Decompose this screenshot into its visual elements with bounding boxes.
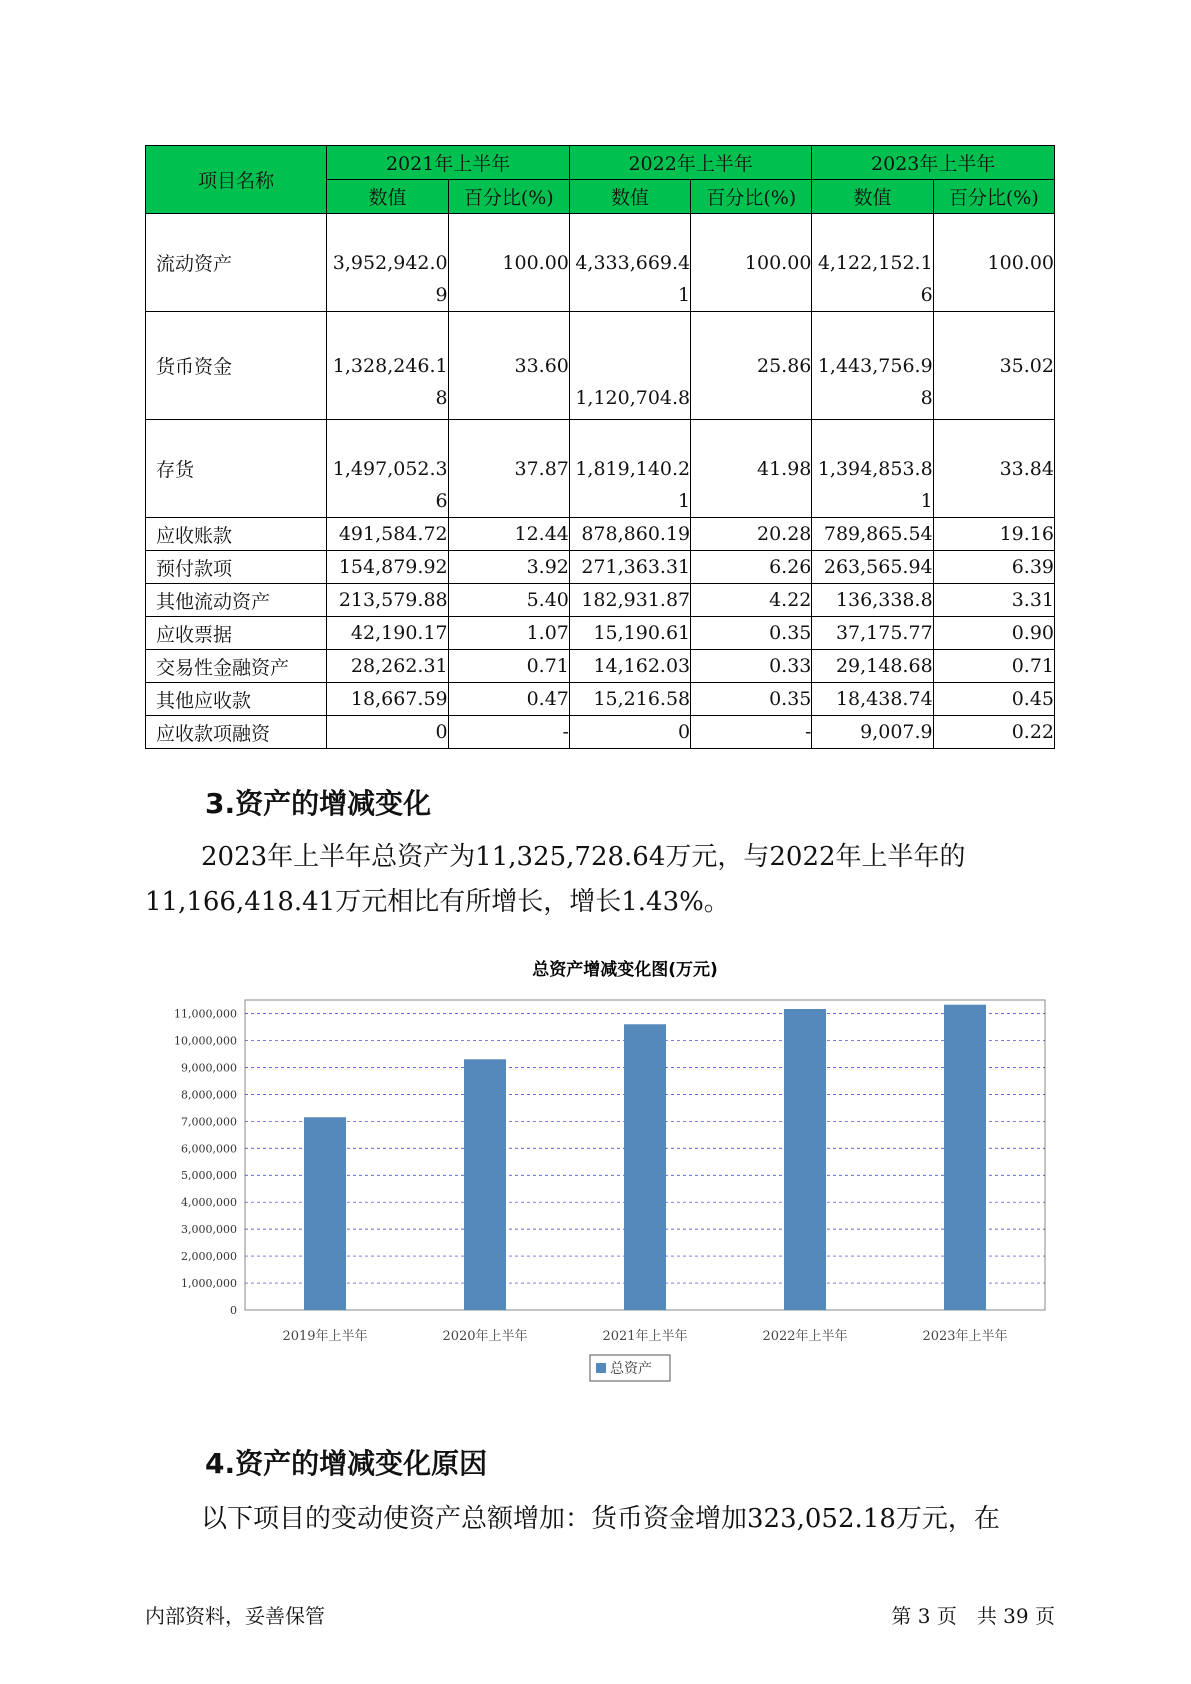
total-assets-chart [145, 950, 1055, 1410]
section-heading: 3.资产的增减变化 [205, 787, 432, 820]
table-row [146, 551, 1055, 584]
cell-value: 0 [569, 716, 690, 749]
cell-value: 4,122,152.16 [817, 251, 933, 306]
cell-value: 9,007.9 [812, 716, 933, 749]
cell-percent: 0.22 [933, 716, 1054, 749]
bar [304, 1117, 346, 1310]
chart-canvas [145, 950, 1055, 1410]
cell-value: 15,216.58 [569, 683, 690, 716]
cell-percent: 3.92 [448, 551, 569, 584]
row-label: 货币资金 [146, 312, 327, 420]
asset-table [145, 145, 1055, 749]
section-heading: 4.资产的增减变化原因 [205, 1447, 488, 1480]
header-period-2023: 2023年上半年 [812, 146, 1055, 180]
cell-value: 1,443,756.98 [817, 354, 933, 409]
header-value: 数值 [327, 180, 448, 214]
cell-value: 3,952,942.09 [332, 251, 448, 306]
y-tick-label: 9,000,000 [181, 1061, 237, 1075]
cell-percent: 0.35 [691, 683, 812, 716]
cell-percent: 5.40 [448, 584, 569, 617]
footer-page-number: 第 3 页 共 39 页 [891, 1604, 1055, 1628]
y-tick-label: 6,000,000 [181, 1142, 237, 1156]
row-label: 应收票据 [146, 617, 327, 650]
table-row [146, 683, 1055, 716]
cell-percent: 19.16 [933, 518, 1054, 551]
cell-percent: 33.84 [933, 420, 1054, 518]
cell-value: 213,579.88 [327, 584, 448, 617]
cell-value: 1,497,052.36 [332, 457, 448, 512]
y-tick-label: 3,000,000 [181, 1223, 237, 1237]
row-label: 其他应收款 [146, 683, 327, 716]
table-row [146, 650, 1055, 683]
y-tick-label: 1,000,000 [181, 1277, 237, 1291]
cell-percent: 100.00 [448, 214, 569, 312]
cell-value: 4,333,669.41 [575, 251, 691, 306]
cell-percent: 4.22 [691, 584, 812, 617]
header-period-2021: 2021年上半年 [327, 146, 570, 180]
bar [624, 1024, 666, 1310]
table-row [146, 584, 1055, 617]
cell-value: 491,584.72 [327, 518, 448, 551]
cell-value: 42,190.17 [327, 617, 448, 650]
cell-percent: 0.45 [933, 683, 1054, 716]
cell-percent: 41.98 [691, 420, 812, 518]
cell-value: 18,438.74 [812, 683, 933, 716]
cell-percent: 1.07 [448, 617, 569, 650]
header-item-name: 项目名称 [146, 146, 327, 214]
cell-value: 1,328,246.18 [332, 354, 448, 409]
cell-percent: 0.33 [691, 650, 812, 683]
cell-value: 18,667.59 [327, 683, 448, 716]
cell-percent: 100.00 [691, 214, 812, 312]
x-tick-label: 2020年上半年 [442, 1329, 528, 1344]
y-tick-label: 2,000,000 [181, 1250, 237, 1264]
table-row [146, 617, 1055, 650]
cell-percent: 3.31 [933, 584, 1054, 617]
cell-percent: 25.86 [691, 312, 812, 420]
cell-percent: 0.90 [933, 617, 1054, 650]
cell-percent: 33.60 [448, 312, 569, 420]
cell-value: 1,120,704.8 [569, 312, 690, 420]
y-tick-label: 8,000,000 [181, 1088, 237, 1102]
cell-value: 15,190.61 [569, 617, 690, 650]
cell-value: 789,865.54 [812, 518, 933, 551]
cell-percent: 35.02 [933, 312, 1054, 420]
y-tick-label: 4,000,000 [181, 1196, 237, 1210]
row-label: 交易性金融资产 [146, 650, 327, 683]
cell-percent: 0.71 [448, 650, 569, 683]
y-tick-label: 11,000,000 [174, 1007, 237, 1021]
cell-value: 263,565.94 [812, 551, 933, 584]
cell-value: 136,338.8 [812, 584, 933, 617]
header-percent: 百分比(%) [691, 180, 812, 214]
cell-value: 1,819,140.21 [575, 457, 691, 512]
cell-value: 878,860.19 [569, 518, 690, 551]
cell-value: 182,931.87 [569, 584, 690, 617]
row-label: 其他流动资产 [146, 584, 327, 617]
bar [944, 1005, 986, 1310]
row-label: 应收款项融资 [146, 716, 327, 749]
cell-percent: 37.87 [448, 420, 569, 518]
y-tick-label: 0 [230, 1304, 237, 1317]
header-period-2022: 2022年上半年 [569, 146, 812, 180]
cell-percent: 0.71 [933, 650, 1054, 683]
table-row [146, 420, 1055, 518]
x-tick-label: 2023年上半年 [922, 1329, 1008, 1344]
section-paragraph: 2023年上半年总资产为11,325,728.64万元，与2022年上半年的11,166,418.41万元相比有所增长，增长1.43%。 [145, 842, 966, 917]
bar [464, 1059, 506, 1310]
cell-percent: 6.39 [933, 551, 1054, 584]
cell-percent: 20.28 [691, 518, 812, 551]
cell-percent: 100.00 [933, 214, 1054, 312]
table-row [146, 214, 1055, 312]
footer-confidential: 内部资料，妥善保管 [145, 1604, 325, 1628]
row-label: 应收账款 [146, 518, 327, 551]
bar [784, 1009, 826, 1310]
cell-value: 37,175.77 [812, 617, 933, 650]
cell-percent: 12.44 [448, 518, 569, 551]
y-tick-label: 5,000,000 [181, 1169, 237, 1183]
header-value: 数值 [812, 180, 933, 214]
cell-value: 1,394,853.81 [817, 457, 933, 512]
x-tick-label: 2022年上半年 [762, 1329, 848, 1344]
header-value: 数值 [569, 180, 690, 214]
x-tick-label: 2019年上半年 [282, 1329, 368, 1344]
table-row [146, 518, 1055, 551]
cell-value: 154,879.92 [327, 551, 448, 584]
cell-percent: 6.26 [691, 551, 812, 584]
chart-title: 总资产增减变化图(万元) [532, 960, 718, 980]
section-paragraph: 以下项目的变动使资产总额增加：货币资金增加323,052.18万元，在 [201, 1504, 1000, 1534]
cell-value: 14,162.03 [569, 650, 690, 683]
cell-value: 29,148.68 [812, 650, 933, 683]
header-percent: 百分比(%) [448, 180, 569, 214]
cell-value: 0 [327, 716, 448, 749]
y-tick-label: 7,000,000 [181, 1115, 237, 1129]
row-label: 存货 [146, 420, 327, 518]
table-row [146, 312, 1055, 420]
cell-value: 271,363.31 [569, 551, 690, 584]
table-row [146, 716, 1055, 749]
cell-percent: - [691, 716, 812, 749]
cell-percent: - [448, 716, 569, 749]
x-tick-label: 2021年上半年 [602, 1329, 688, 1344]
cell-percent: 0.47 [448, 683, 569, 716]
legend-label: 总资产 [610, 1361, 652, 1377]
legend-swatch [596, 1363, 606, 1373]
y-tick-label: 10,000,000 [174, 1034, 237, 1048]
header-percent: 百分比(%) [933, 180, 1054, 214]
row-label: 预付款项 [146, 551, 327, 584]
cell-value: 28,262.31 [327, 650, 448, 683]
row-label: 流动资产 [146, 214, 327, 312]
cell-percent: 0.35 [691, 617, 812, 650]
